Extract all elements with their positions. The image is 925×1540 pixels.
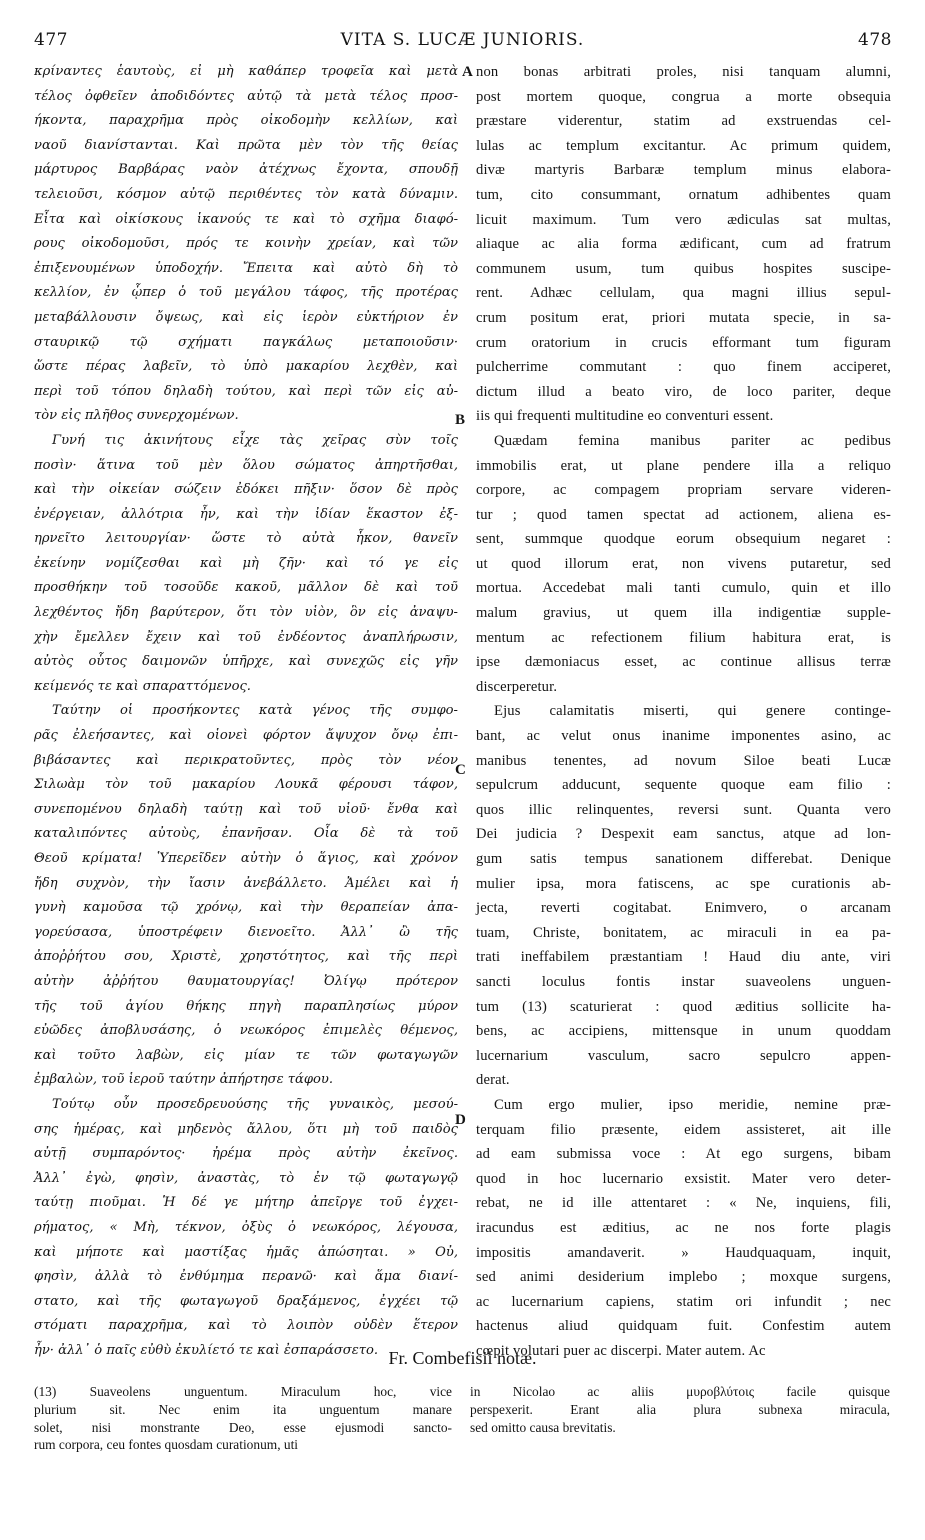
margin-letter-d: D <box>455 1112 466 1128</box>
text-line: mentum ac refectionem filium habitura erat, is <box>476 629 891 646</box>
footnote-line: perspexerit. Erant alia plura subnexa miracula, <box>470 1401 890 1417</box>
text-line: σης ἡμέρας, καὶ μηδενὸς ἄλλου, ὅτι μὴ τοῦ παιδὸς <box>34 1121 458 1137</box>
margin-letter-c: C <box>455 762 466 778</box>
text-line: χὴν ἔμελλεν ἔχειν καὶ τοῦ ἐνδέοντος ἀναπλήρωσιν, <box>34 629 458 645</box>
text-line: post mortem quoque, congrua a morte obsequia <box>476 88 891 105</box>
text-line: trati ineffabilem præstantiam ! Haud diu ante, viri <box>476 949 891 966</box>
text-line: sancti loculus fontis instar suaveolens unguen- <box>476 973 891 990</box>
text-line: Θεοῦ κρίματα! Ὑπερεῖδεν αὐτὴν ὁ ἅγιος, καὶ χρόνον <box>34 851 458 866</box>
text-line: ποσὶν· ἅτινα τοῦ μὲν ὅλου σώματος ἀπηρτῆσθαι, <box>34 457 458 473</box>
text-line: tuam, Christe, bonitatem, ac miraculi in ea pa- <box>476 924 891 941</box>
text-line: ac lucernarium capiens, statim ori infundit ; nec <box>476 1293 891 1310</box>
text-line: Γυνή τις ἀκινήτους εἶχε τὰς χεῖρας σὺν τοῖς <box>52 432 458 448</box>
text-line: impositis amandaverit. » Haudquaquam, inquit, <box>476 1244 891 1261</box>
text-line: ἐμβαλὼν, τοῦ ἱεροῦ ταύτην ἀπήρτησε τάφου. <box>34 1072 334 1088</box>
text-line: crum positum erat, priori mutata specie, in sa- <box>476 309 891 326</box>
footnote-left-column <box>34 1383 452 1479</box>
footnote-line: (13) Suaveolens unguentum. Miraculum hoc, vice <box>34 1384 452 1399</box>
text-line: Dei judicia ? Despexit eam sanctus, atque ad lon- <box>476 826 891 843</box>
text-line: lucernarium vasculum, sacro sepulcro appen- <box>476 1047 891 1064</box>
text-line: αὐτῇ συμπαρόντος· ἠρέμα πρὸς αὐτὴν ἐκεῖνος. <box>34 1146 458 1162</box>
text-line: ἐνέργειαν, ἀλλότρια ἦν, καὶ τὴν ἰδίαν ἕκαστον ἐξ- <box>34 506 458 522</box>
text-line: ήκοντα, παραχρῆμα πρὸς οἰκοδομὴν κελλίων, καὶ <box>34 113 458 129</box>
text-line: jecta, reverti cogitabat. Enimvero, o arcanam <box>476 900 891 917</box>
text-line: μεταβάλλουσιν ὄψεως, καὶ εἰς ἱερὸν εὐκτήριον ἐν <box>34 309 458 325</box>
text-line: malum gravius, ut quem illa indigentiæ supple- <box>476 605 891 622</box>
text-line: προσθήκην τοῦ τοσοῦδε κακοῦ, μᾶλλον δὲ καὶ τοῦ <box>34 580 458 596</box>
text-line: αὐτὸς οὗτος δαιμονῶν ὑπῆρχε, καὶ συνεχῶς εἰς γῆν <box>34 654 458 670</box>
text-line: τελειοῦσι, κόσμον αὐτῷ περιθέντες τὸν κατὰ δύναμιν. <box>34 186 458 202</box>
text-line: præstare viderentur, statim ad exstruendas cel- <box>476 113 891 130</box>
margin-letter-b: B <box>455 412 466 428</box>
latin-text-column <box>476 60 891 1359</box>
text-line: τὸν εἰς πλῆθος συνερχομένων. <box>34 408 239 424</box>
text-line: quod in hoc lucernario exsistit. Mater vero deter- <box>476 1170 891 1187</box>
text-line: rebat, ne id ille attentaret : « Ne, inquiens, fili, <box>476 1195 891 1212</box>
text-line: immobilis erat, ut plane pendere illa a reliquo <box>476 457 891 474</box>
text-line: non bonas arbitrati proles, nisi tanquam alumni, <box>476 64 891 80</box>
text-line: ρήματος, « Μὴ, τέκνον, ὀξὺς ὁ νεωκόρος, λέγουσα, <box>34 1219 458 1235</box>
text-line: tum, cito consummant, ornatum adhibentes quam <box>476 186 891 203</box>
text-line: cœpit volutari puer ac discerpi. Mater autem. Ac <box>476 1342 766 1359</box>
text-line: iracundus est æditius, ac ne nos forte plagis <box>476 1219 891 1236</box>
text-line: ἦν· ἀλλ᾽ ὁ παῖς εὐθὺ ἐκυλίετό τε καὶ ἐσπαράσσετο. <box>34 1342 379 1358</box>
text-line: gum satis tempus sanationem differebat. Denique <box>476 851 891 867</box>
greek-text-column <box>34 60 458 1358</box>
text-line: καὶ τοῦτο λαβὼν, εἰς μίαν τε τῶν φωταγωγῶν <box>34 1047 458 1063</box>
text-line: communem usum, tum quibus hospites suscipe- <box>476 260 891 277</box>
text-line: ut quod illorum erat, non vivens putaretur, sed <box>476 555 891 572</box>
text-line: Σιλωὰμ τὸν τοῦ μακαρίου Λουκᾶ φέρουσι τάφον, <box>34 777 458 793</box>
text-line: σταυρικῷ τῷ σχήματι παγκάλως μεταποιοῦσιν· <box>34 334 458 350</box>
text-line: στόματι παραχρῆμα, καὶ τὸ λοιπὸν οὐδὲν ἕτερον <box>34 1318 458 1334</box>
text-line: Ἀλλ᾽ ἐγὼ, φησὶν, ἀναστὰς, τὸ ἐν τῷ φωταγωγῷ <box>34 1170 458 1186</box>
text-line: licuit maximum. Tum vero ædiculas sat multas, <box>476 211 891 228</box>
text-line: pulcherrime commutant : quo finem acciperet, <box>476 359 891 376</box>
text-line: ρᾶς ἐλεήσαντες, καὶ οἱονεὶ φόρτον ἄψυχον ὄνῳ ἐπι- <box>34 728 458 744</box>
text-line: divæ martyris Barbaræ templum minus elabora- <box>476 162 891 179</box>
footnote-line: solet, nisi monstrante Deo, esse ejusmodi sancto- <box>34 1419 452 1435</box>
footnote-line: sed omitto causa brevitatis. <box>470 1419 616 1435</box>
text-line: Cum ergo mulier, ipso meridie, nemine præ- <box>494 1096 891 1113</box>
text-line: τέλος ὀφθεῖεν ἀποδιδόντες αὐτῷ τὰ μετὰ τέλος προσ- <box>34 88 458 104</box>
text-line: crum oratorium in crucis efformant tum figuram <box>476 334 891 351</box>
text-line: ηρνεῖτο λειτουργίαν· ὥστε τὸ αὐτὰ ἧκον, θανεῖν <box>34 531 458 547</box>
text-line: bens, ac accipiens, mittensque in unum quoddam <box>476 1023 891 1040</box>
text-line: βιβάσαντες καὶ περικρατοῦντες, πρὸς τὸν νέον <box>34 752 458 768</box>
text-line: Quædam femina manibus pariter ac pedibus <box>494 432 891 449</box>
text-line: φησὶν, ἀλλὰ τὸ ἐνθύμημα περανῶ· καὶ ἅμα διανί- <box>34 1269 458 1285</box>
text-line: περὶ τοῦ τόπου δηλαδὴ τούτου, καὶ περὶ τῶν εἰς αὐ- <box>34 383 458 399</box>
text-line: Εἶτα καὶ οἰκίσκους ἱκανούς τε καὶ τὸ σχῆμα διαφό- <box>34 211 458 227</box>
text-line: γορεύσασα, ὑποστρέφειν διενοεῖτο. Ἀλλ᾽ ὢ τῆς <box>34 924 458 940</box>
footnote-line: in Nicolao ac aliis μυροβλύτοις facile quisque <box>470 1384 890 1399</box>
footnote-line: plurium sit. Nec enim ita unguentum manare <box>34 1401 452 1417</box>
text-line: ἤδη συχνὸν, τὴν ἴασιν ἀνεβάλλετο. Ἀμέλει καὶ ἡ <box>34 875 458 891</box>
text-line: lulas ac templum excitantur. Ac primum quidem, <box>476 137 891 154</box>
text-line: bant, ac velut onus inanime imponentes asino, ac <box>476 728 891 745</box>
text-line: κείμενός τε καὶ σπαραττόμενος. <box>34 678 251 694</box>
running-title: VITA S. LUCÆ JUNIORIS. <box>340 30 585 50</box>
text-line: κρίναντες ἑαυτοὺς, εἰ μὴ καθάπερ τροφεῖα καὶ μετὰ <box>34 64 458 79</box>
text-line: tum (13) scaturierat : quod æditius sollicite ha- <box>476 998 891 1015</box>
text-line: mortua. Accedebat mali tanti cumulo, quin et illo <box>476 580 891 597</box>
text-line: mulier ipsa, mora fatiscens, ac spe curationis ab- <box>476 875 891 892</box>
text-line: iis qui frequenti multitudine eo conventuri essent. <box>476 408 774 425</box>
text-line: rent. Adhæc cellulam, qua magni illius sepul- <box>476 285 891 302</box>
text-line: ἐπιξενουμένων ὑποδοχήν. Ἔπειτα καὶ αὐτὸ δὴ τὸ <box>34 260 458 276</box>
notes-title: Fr. Combefisii notæ. <box>388 1348 537 1368</box>
text-line: terquam filio præsente, eidem assisteret, ait ille <box>476 1121 891 1138</box>
page-number-left: 477 <box>34 30 68 50</box>
text-line: εὐῶδες ἀποβλυσάσης, ὁ νεωκόρος ἐπιμελὲς θέμενος, <box>34 1023 458 1039</box>
page-number-right: 478 <box>858 30 892 50</box>
text-line: ἀποῤῥήτου σου, Χριστὲ, χρηστότητος, καὶ τῆς περὶ <box>34 949 458 965</box>
text-line: discerperetur. <box>476 678 558 695</box>
text-line: καὶ τὴν οἰκείαν σώζειν ἐδόκει πῆξιν· ὅσον δὲ πρὸς <box>34 482 458 498</box>
footnote-right-column <box>470 1383 890 1455</box>
margin-letter-a: A <box>462 64 473 80</box>
footnote-line: rum corpora, ceu fontes quosdam curationum, uti <box>34 1437 299 1453</box>
text-line: tur ; quod tamen spectat ad actionem, aliena es- <box>476 506 891 523</box>
text-line: ὥστε πέρας λαβεῖν, τὸ ὑπὸ μακαρίου λεχθὲν, καὶ <box>34 359 458 375</box>
text-line: καταλιπόντες αὐτοὺς, ἐπανῆσαν. Οἷα δὲ τὰ τοῦ <box>34 826 458 842</box>
text-line: quos illic relinquentes, reversi sunt. Quanta vero <box>476 801 891 818</box>
text-line: sepulcrum adducunt, sequente quoque eam filio : <box>476 777 891 794</box>
text-line: τῆς τοῦ ἁγίου θήκης πηγὴ παραπλησίως μύρον <box>34 998 458 1014</box>
text-line: λεχθέντος ἤδη βαρύτερον, ὅτι τὸν υἱὸν, ὃν εἰς ἀναψυ- <box>34 605 458 621</box>
text-line: hactenus aliud quidquam fuit. Confestim autem <box>476 1318 891 1335</box>
page-header <box>0 30 925 60</box>
text-line: καὶ μήποτε καὶ μαστίξας ἡμᾶς ἀπώσηται. » Οὐ, <box>34 1244 458 1260</box>
text-line: ταύτῃ πιοῦμαι. Ἡ δέ γε μήτηρ ἀπεῖργε τοῦ ἐγχει- <box>34 1195 458 1211</box>
text-line: ναοῦ διανίστανται. Καὶ πρῶτα μὲν τὸν τῆς θείας <box>34 137 458 153</box>
text-line: ad eam submissa voce : At ego surgens, bibam <box>476 1146 891 1163</box>
text-line: corpore, ac compagem propriam servare videren- <box>476 482 891 499</box>
text-line: γυνὴ καμοῦσα τῷ χρόνῳ, καὶ τὴν θεραπείαν ἀπα- <box>34 900 458 916</box>
text-line: ἐκείνην νομίζεσθαι καὶ μὴ ζῆν· καὶ τό γε εἰς <box>34 555 458 571</box>
text-line: sent, summque quodque eorum obsequium negaret : <box>476 531 891 548</box>
text-line: στατο, καὶ τῆς φωταγωγοῦ δραξάμενος, ἐγχέει τῷ <box>34 1293 458 1309</box>
text-line: sed animi desiderium implebo ; moxque surgens, <box>476 1269 891 1286</box>
text-line: Τούτῳ οὖν προσεδρευούσης τῆς γυναικὸς, μεσού- <box>52 1096 458 1112</box>
text-line: ρους οἰκοδομοῦσι, πρός τε κοινὴν χρείαν, καὶ τῶν <box>34 236 458 252</box>
text-line: manibus tenentes, ad novum Siloe beati Lucæ <box>476 752 891 769</box>
text-line: ipse dæmoniacus esset, ac continue allisus terræ <box>476 654 891 671</box>
text-line: dictum illud a beato viro, de loco pariter, deque <box>476 383 891 400</box>
text-line: μάρτυρος Βαρβάρας ναὸν ἀτέχνως ἔχοντα, σπουδῇ <box>34 162 458 178</box>
text-line: Ταύτην οἱ προσήκοντες κατὰ γένος τῆς συμφο- <box>52 703 458 719</box>
text-line: συνεπομένου δηλαδὴ ταύτῃ καὶ τοῦ υἱοῦ· ἔνθα καὶ <box>34 801 458 817</box>
text-line: κελλίον, ἐν ᾧπερ ὁ τοῦ μεγάλου τάφος, τῆς προτέρας <box>34 285 458 301</box>
text-line: αὐτὴν ἀῤῥήτου θαυματουργίας! Ὀλίγῳ πρότερον <box>34 973 458 989</box>
text-line: aliaque ac alia forma ædificant, cum ad fratrum <box>476 236 891 253</box>
text-line: Ejus calamitatis miserti, qui genere continge- <box>494 703 891 720</box>
text-line: derat. <box>476 1072 510 1089</box>
